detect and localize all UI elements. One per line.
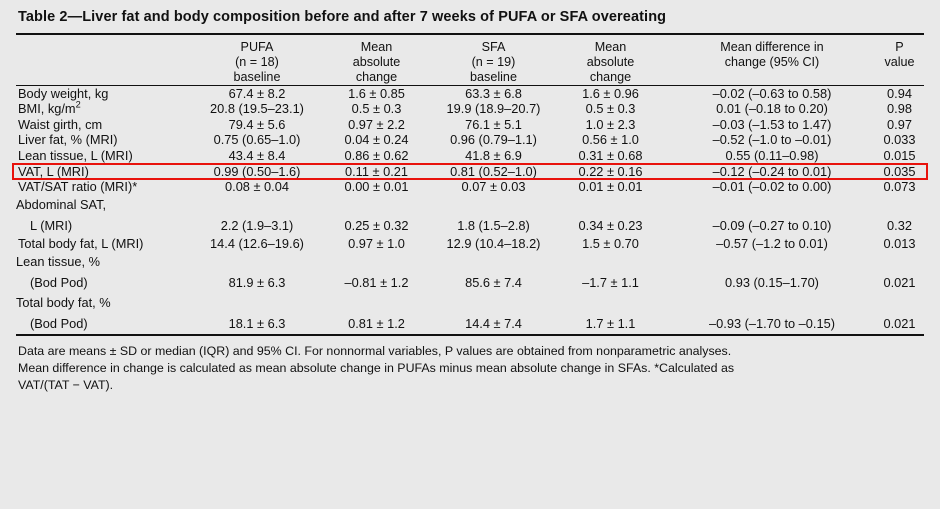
row-cell: –1.7 ± 1.1 <box>582 274 639 290</box>
table-row <box>16 86 924 102</box>
row-cell: 1.6 ± 0.85 <box>348 85 405 101</box>
row-cell: 0.021 <box>883 274 916 290</box>
row-cell: 0.93 (0.15–1.70) <box>725 274 819 290</box>
row-cell <box>435 252 552 273</box>
row-cell: 0.07 ± 0.03 <box>461 179 526 195</box>
row-cell: –0.81 ± 1.2 <box>344 274 409 290</box>
row-label: Liver fat, % (MRI) <box>18 132 118 148</box>
row-cell: 0.96 (0.79–1.1) <box>450 132 537 148</box>
row-cell: 0.98 <box>887 101 912 117</box>
header-cell-pufa-1: PUFA <box>240 40 274 54</box>
row-cell <box>552 252 669 273</box>
row-cell: 0.32 <box>887 217 912 233</box>
row-cell <box>196 252 318 273</box>
row-label-secondary-text: (Bod Pod) <box>30 274 88 290</box>
row-cell: 0.013 <box>883 236 916 252</box>
header-cell-mean-1: Mean <box>360 40 393 54</box>
table-row <box>16 293 924 314</box>
row-cell: 0.00 ± 0.01 <box>344 179 409 195</box>
table-row <box>16 179 924 195</box>
header-cell-pufa-3: baseline <box>233 69 281 84</box>
table-row <box>16 195 924 216</box>
header-row-2 <box>16 55 924 70</box>
row-cell: 0.97 ± 1.0 <box>348 236 405 252</box>
header-cell-mean-2: absolute <box>352 54 401 69</box>
header-cell-label-1 <box>16 35 196 55</box>
header-row-1 <box>16 35 924 55</box>
footnote-line-1: Data are means ± SD or median (IQR) and 95% CI. For nonnormal variables, P values are obtained from nonparametric analyses. <box>18 344 732 359</box>
row-cell: 0.04 ± 0.24 <box>344 132 409 148</box>
row-cell: 0.56 ± 1.0 <box>582 132 639 148</box>
row-cell: 0.31 ± 0.68 <box>578 148 643 164</box>
footnote-line-3: VAT/(TAT − VAT). <box>18 378 114 393</box>
row-cell: 19.9 (18.9–20.7) <box>446 101 541 117</box>
table-row <box>16 117 924 133</box>
row-cell <box>552 195 669 216</box>
row-label: Lean tissue, L (MRI) <box>18 148 133 164</box>
row-cell: 79.4 ± 5.6 <box>228 116 286 132</box>
header-cell-sfa-2: (n = 19) <box>471 54 516 69</box>
row-label: Lean tissue, % <box>16 254 100 270</box>
row-cell: 67.4 ± 8.2 <box>228 85 286 101</box>
table-row-highlighted <box>16 164 924 180</box>
row-cell: 0.01 ± 0.01 <box>578 179 643 195</box>
row-label-superscript: 2 <box>75 99 81 110</box>
row-cell: 1.7 ± 1.1 <box>585 316 636 331</box>
row-cell <box>875 252 924 273</box>
row-label <box>16 101 196 117</box>
row-cell: 1.5 ± 0.70 <box>582 236 639 252</box>
row-cell: 0.81 ± 1.2 <box>348 316 405 331</box>
row-cell: 0.08 ± 0.04 <box>225 179 289 195</box>
row-cell <box>196 293 318 314</box>
row-label: Body weight, kg <box>18 85 109 101</box>
row-label-secondary <box>16 215 196 236</box>
row-cell <box>669 252 875 273</box>
row-cell <box>196 195 318 216</box>
table-footnote <box>16 336 924 394</box>
table-row <box>16 101 924 117</box>
row-cell: 1.8 (1.5–2.8) <box>457 217 530 233</box>
header-cell-sfa-1: SFA <box>481 40 506 54</box>
header-cell-label-2 <box>16 55 196 70</box>
row-cell: –0.02 (–0.63 to 0.58) <box>712 85 832 101</box>
row-cell: –0.93 (–1.70 to –0.15) <box>709 316 835 331</box>
row-cell: 0.5 ± 0.3 <box>585 101 636 117</box>
row-label: Total body fat, L (MRI) <box>18 236 144 252</box>
row-cell: 0.81 (0.52–1.0) <box>450 163 537 179</box>
row-label-secondary-text: L (MRI) <box>30 217 73 233</box>
table-body <box>16 86 924 335</box>
row-cell: 0.035 <box>883 163 916 179</box>
row-cell <box>669 293 875 314</box>
row-cell <box>318 195 435 216</box>
header-cell-sfa-3: baseline <box>470 69 517 84</box>
header-cell-mean2-1: Mean <box>594 40 627 54</box>
row-label: Total body fat, % <box>16 295 111 311</box>
data-table-body <box>16 86 924 335</box>
table-row <box>16 252 924 273</box>
row-cell: 0.94 <box>887 85 912 101</box>
row-cell: 14.4 (12.6–19.6) <box>210 236 304 252</box>
row-label-text: BMI, kg/m <box>18 101 76 117</box>
row-cell: 0.97 ± 2.2 <box>348 116 405 132</box>
footnote-line-2: Mean difference in change is calculated as mean absolute change in PUFAs minus mean absolute change in SFAs. *Calculated as <box>18 361 735 376</box>
row-label-secondary <box>16 314 196 335</box>
header-cell-mean2-3: change <box>589 69 632 84</box>
header-cell-pufa-2: (n = 18) <box>235 54 279 69</box>
row-cell: 0.75 (0.65–1.0) <box>213 132 301 148</box>
header-cell-p-3 <box>875 70 924 85</box>
table-caption: Table 2—Liver fat and body composition before and after 7 weeks of PUFA or SFA overeating <box>18 9 667 25</box>
row-cell: –0.03 (–1.53 to 1.47) <box>712 116 832 132</box>
row-cell: 0.55 (0.11–0.98) <box>725 148 819 164</box>
row-cell: 0.11 ± 0.21 <box>345 163 408 179</box>
row-cell: 0.033 <box>883 132 916 148</box>
row-cell: 43.4 ± 8.4 <box>228 148 286 164</box>
row-cell: –0.52 (–1.0 to –0.01) <box>712 132 832 148</box>
table-row-continuation <box>16 314 924 335</box>
row-cell: 76.1 ± 5.1 <box>465 116 522 132</box>
table-row <box>16 236 924 252</box>
header-cell-label-3 <box>16 70 196 85</box>
row-cell: 0.021 <box>883 316 916 331</box>
row-cell: –0.57 (–1.2 to 0.01) <box>716 236 828 252</box>
header-cell-mean2-2: absolute <box>586 54 635 69</box>
row-cell <box>669 195 875 216</box>
row-label: VAT/SAT ratio (MRI)* <box>18 179 138 195</box>
header-cell-p-1: P <box>895 40 904 54</box>
row-cell <box>875 293 924 314</box>
row-cell: 14.4 ± 7.4 <box>465 316 522 331</box>
header-cell-diff-3 <box>669 70 875 85</box>
table-row-continuation <box>16 272 924 293</box>
row-cell: 0.22 ± 0.16 <box>578 163 643 179</box>
row-cell <box>435 293 552 314</box>
header-cell-diff-2: change (95% CI) <box>724 54 820 69</box>
data-table <box>16 35 924 85</box>
row-cell: –0.09 (–0.27 to 0.10) <box>712 217 832 233</box>
row-cell: 1.0 ± 2.3 <box>585 116 636 132</box>
row-cell: 0.25 ± 0.32 <box>344 217 409 233</box>
row-cell <box>318 293 435 314</box>
row-label-secondary-text: (Bod Pod) <box>30 316 88 331</box>
header-row-3 <box>16 70 924 85</box>
row-cell <box>875 195 924 216</box>
row-cell: 41.8 ± 6.9 <box>465 148 522 164</box>
row-cell: 0.99 (0.50–1.6) <box>213 163 301 179</box>
row-label: Waist girth, cm <box>18 116 103 132</box>
header-cell-diff-1: Mean difference in <box>720 40 824 54</box>
table-row <box>16 132 924 148</box>
header-cell-p-2: value <box>884 54 915 69</box>
row-cell: 0.015 <box>883 148 916 164</box>
row-cell: 85.6 ± 7.4 <box>465 274 522 290</box>
row-cell: 63.3 ± 6.8 <box>465 85 522 101</box>
row-cell: –0.12 (–0.24 to 0.01) <box>712 163 832 179</box>
row-label: VAT, L (MRI) <box>18 163 89 179</box>
row-cell: 1.6 ± 0.96 <box>582 85 639 101</box>
row-cell <box>552 293 669 314</box>
row-cell <box>318 252 435 273</box>
row-label-secondary <box>16 272 196 293</box>
row-cell: 81.9 ± 6.3 <box>228 274 286 290</box>
header-cell-mean-3: change <box>355 69 398 84</box>
row-cell: –0.01 (–0.02 to 0.00) <box>712 179 832 195</box>
row-cell: 0.01 (–0.18 to 0.20) <box>716 101 828 117</box>
table-header <box>16 35 924 85</box>
row-cell: 0.5 ± 0.3 <box>351 101 402 117</box>
row-label: Abdominal SAT, <box>16 197 107 213</box>
row-cell: 0.97 <box>887 116 912 132</box>
row-cell: 12.9 (10.4–18.2) <box>446 236 541 252</box>
table-row <box>16 148 924 164</box>
row-cell: 2.2 (1.9–3.1) <box>220 217 294 233</box>
row-cell: 0.34 ± 0.23 <box>578 217 643 233</box>
row-cell: 0.073 <box>883 179 916 195</box>
row-cell: 20.8 (19.5–23.1) <box>210 101 304 117</box>
table-row-continuation <box>16 215 924 236</box>
row-cell: 0.86 ± 0.62 <box>344 148 409 164</box>
row-cell <box>435 195 552 216</box>
row-cell: 18.1 ± 6.3 <box>228 316 286 331</box>
